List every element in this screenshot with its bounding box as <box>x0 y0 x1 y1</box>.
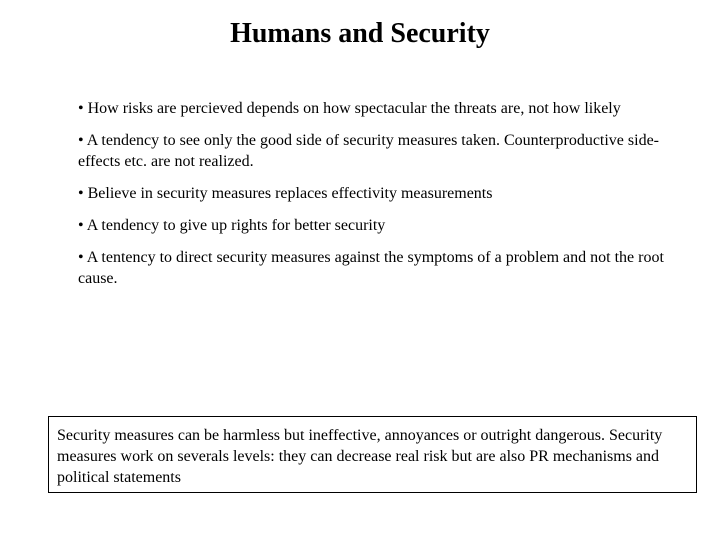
bullet-item-symptoms-not-root: • A tentency to direct security measures against the symptoms of a problem and not the root cause. <box>78 249 664 287</box>
bullet-item-give-up-rights: • A tendency to give up rights for better security <box>78 217 386 234</box>
slide-title: Humans and Security <box>230 18 490 49</box>
bullet-item-good-side-bias: • A tendency to see only the good side of security measures taken. Counterproductive side-effects etc. are not realized. <box>78 132 660 170</box>
bullet-item-risk-perception: • How risks are percieved depends on how spectacular the threats are, not how likely <box>78 100 621 117</box>
callout-box: Security measures can be harmless but ineffective, annoyances or outright dangerous. Security measures work on severals levels: they can decrease real risk but are also PR mechanisms and political statements <box>48 416 697 493</box>
bullet-list <box>78 98 668 300</box>
bullet-item-belief-vs-measurement: • Believe in security measures replaces effectivity measurements <box>78 185 493 202</box>
